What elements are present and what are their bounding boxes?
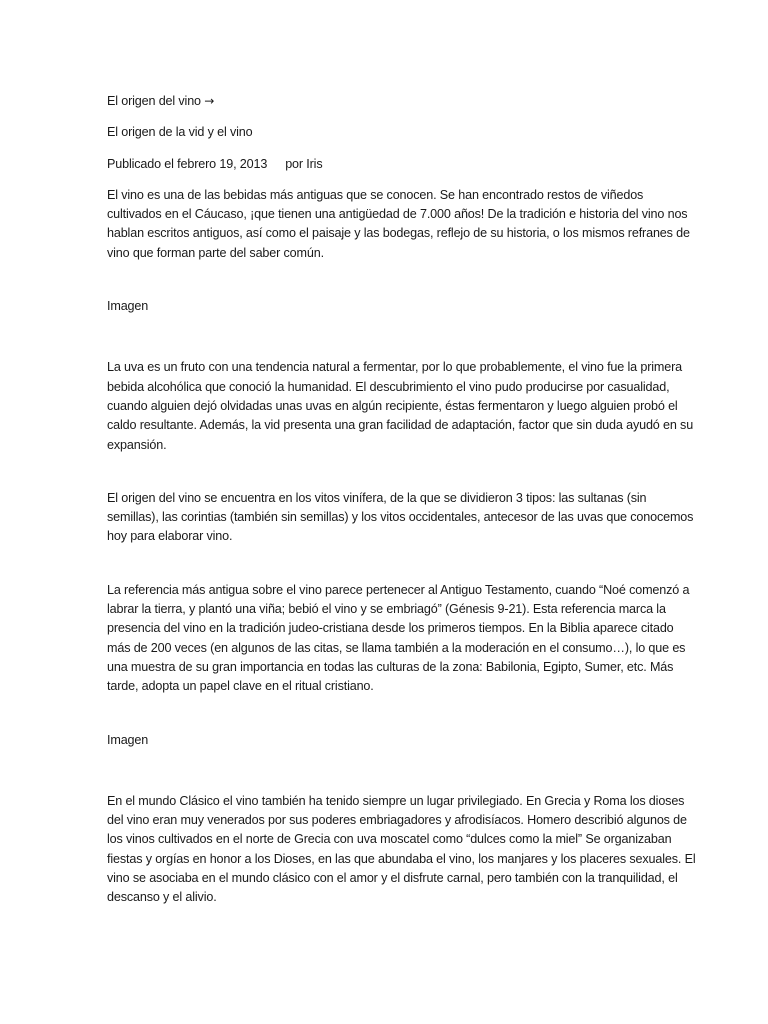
- published-date: Publicado el febrero 19, 2013: [107, 156, 268, 171]
- arrow-right-icon: →: [204, 94, 215, 108]
- paragraph-intro: El vino es una de las bebidas más antiguas que se conocen. Se han encontrado restos de viñedos cultivados en el Cáucaso, ¡que tienen una antigüedad de 7.000 años! De la tradición e historia del vino nos hablan escritos antiguos, así como el paisaje y las bodegas, reflejo de su historia, o los mismos refranes de vino que forman parte del saber común.: [107, 187, 690, 260]
- post-author: por Iris: [285, 156, 323, 171]
- paragraph-fermentation: La uva es un fruto con una tendencia natural a fermentar, por lo que probablemente, el vino fue la primera bebida alcohólica que conoció la humanidad. El descubrimiento el vino pudo producirse por casualidad, cuando alguien dejó olvidadas unas uvas en algún recipiente, éstas fermentaron y luego alguien probó el caldo resultante. Además, la vid presenta una gran facilidad de adaptación, factor que sin duda ayudó en su expansión.: [107, 360, 694, 452]
- image-placeholder: Imagen: [107, 299, 149, 314]
- post-meta: [107, 155, 698, 174]
- image-placeholder: Imagen: [107, 732, 149, 747]
- paragraph-classical-world: En el mundo Clásico el vino también ha tenido siempre un lugar privilegiado. En Grecia y Roma los dioses del vino eran muy venerados por sus poderes embriagadores y afrodisíacos. Homero describió algunos de los vinos cultivados en el norte de Grecia con uva moscatel como “dulces como la miel” Se organizaban fiestas y orgías en honor a los Dioses, en las que abundaba el vino, los manjares y los placeres sexuales. El vino se asociaba en el mundo clásico con el amor y el disfrute carnal, pero también con la tranquilidad, el descanso y el alivio.: [107, 793, 696, 905]
- post-title: El origen de la vid y el vino: [107, 125, 253, 140]
- paragraph-old-testament: La referencia más antigua sobre el vino parece pertenecer al Antiguo Testamento, cuando “Noé comenzó a labrar la tierra, y plantó una viña; bebió el vino y se embriagó” (Génesis 9-21). Esta referencia marca la presencia del vino en la tradición judeo-cristiana desde los primeros tiempos. En la Biblia aparece citado más de 200 veces (en algunos de las citas, se llama también a la moderación en el consumo…), lo que es una muestra de su gran importancia en todas las culturas de la zona: Babilonia, Egipto, Sumer, etc. Más tarde, adopta un papel clave en el ritual cristiano.: [107, 582, 690, 694]
- previous-post-title[interactable]: El origen del vino: [107, 94, 201, 108]
- paragraph-origin: El origen del vino se encuentra en los vitos vinífera, de la que se dividieron 3 tipos: las sultanas (sin semillas), las corintias (también sin semillas) y los vitos occidentales, antecesor de las uvas que conocemos hoy para elaborar vino.: [107, 490, 694, 544]
- previous-post-link[interactable]: [107, 92, 698, 111]
